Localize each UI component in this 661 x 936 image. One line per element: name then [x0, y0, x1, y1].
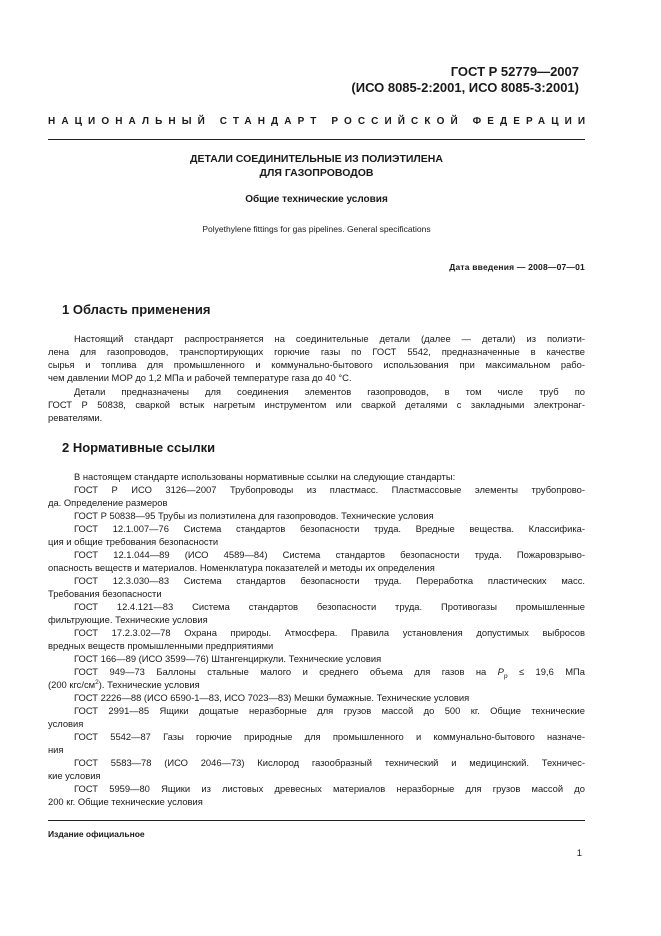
- footer-divider: [48, 820, 585, 821]
- national-standard-line: НАЦИОНАЛЬНЫЙ СТАНДАРТ РОССИЙСКОЙ ФЕДЕРАЦИИ: [48, 116, 592, 127]
- reference-line: кие условия: [48, 770, 101, 781]
- introduction-date: Дата введения — 2008—07—01: [449, 262, 585, 272]
- pressure-relation: ≤ 19,6 МПа: [518, 666, 585, 677]
- text-line: ревателями.: [48, 412, 103, 423]
- reference-line: ция и общие требования безопасности: [48, 536, 219, 547]
- text-line: Детали предназначены для соединения элементов газопроводов, в том числе труб по: [74, 386, 585, 397]
- reference-line-gost-949: [48, 665, 585, 678]
- title-line-2: ДЛЯ ГАЗОПРОВОДОВ: [259, 167, 374, 179]
- reference-line: ГОСТ 2226—88 (ИСО 6590-1—83, ИСО 7023—83) Мешки бумажные. Технические условия: [74, 692, 470, 703]
- reference-line: ГОСТ 5583—78 (ИСО 2046—73) Кислород газообразный технический и медицинский. Техничес-: [74, 757, 585, 768]
- iso-reference: (ИСО 8085-2:2001, ИСО 8085-3:2001): [351, 80, 579, 95]
- reference-line: 200 кг. Общие технические условия: [48, 796, 203, 807]
- section-1-heading: 1 Область применения: [62, 302, 211, 317]
- reference-line: ГОСТ 5959—80 Ящики из листовых древесных материалов неразборные для грузов массой до: [74, 783, 585, 794]
- reference-line: фильтрующие. Технические условия: [48, 614, 208, 625]
- pressure-symbol: P: [497, 666, 504, 677]
- standard-number: ГОСТ Р 52779—2007: [450, 64, 579, 79]
- reference-text: ГОСТ 949—73 Баллоны стальные малого и среднего объема для газов на: [74, 666, 487, 677]
- reference-line: опасность веществ и материалов. Номенклатура показателей и методы их определения: [48, 562, 435, 573]
- text-line: чем давлении MOP до 1,2 МПа и рабочей температуре газа до 40 °С.: [48, 372, 352, 383]
- pressure-subscript: р: [503, 672, 508, 680]
- edition-label: Издание официальное: [48, 829, 145, 839]
- section-2-heading: 2 Нормативные ссылки: [62, 440, 216, 455]
- page-number: 1: [576, 848, 582, 859]
- reference-line: ГОСТ Р 50838—95 Трубы из полиэтилена для газопроводов. Технические условия: [74, 510, 434, 521]
- reference-line: ГОСТ Р ИСО 3126—2007 Трубопроводы из пластмасс. Пластмассовые элементы трубопрово-: [74, 484, 585, 495]
- text-line: ГОСТ Р 50838, сваркой встык нагретым инструментом или сваркой деталями с закладными электронаг-: [48, 399, 585, 410]
- reference-line: ГОСТ 12.1.007—76 Система стандартов безопасности труда. Вредные вещества. Классифика-: [74, 523, 585, 534]
- section-1-paragraph-1: [48, 332, 585, 384]
- document-title: [48, 152, 585, 180]
- reference-line: ГОСТ 5542—87 Газы горючие природные для промышленного и коммунально-бытового назначе-: [74, 731, 585, 742]
- pressure-unit-line: (200 кгс/$см^2$). Технические условия: [48, 678, 200, 690]
- reference-line: ГОСТ 12.1.044—89 (ИСО 4589—84) Система стандартов безопасности труда. Пожаровзрыво-: [74, 549, 585, 560]
- text-line: сырья и топлива для промышленного и коммунально-бытового использования при максимальном рабо-: [48, 359, 585, 370]
- normative-references-list: [48, 470, 585, 808]
- references-intro: В настоящем стандарте использованы нормативные ссылки на следующие стандарты:: [74, 471, 456, 482]
- header-divider: [48, 139, 585, 140]
- reference-line: вредных веществ промышленными предприятиями: [48, 640, 274, 651]
- reference-line: ГОСТ 12.3.030—83 Система стандартов безопасности труда. Переработка пластических масс.: [74, 575, 585, 586]
- reference-line: ГОСТ 12.4.121—83 Система стандартов безопасности труда. Противогазы промышленные: [74, 601, 585, 612]
- standard-number-block: [351, 64, 579, 96]
- title-line-1: ДЕТАЛИ СОЕДИНИТЕЛЬНЫЕ ИЗ ПОЛИЭТИЛЕНА: [190, 153, 443, 165]
- reference-line: ния: [48, 744, 64, 755]
- document-subtitle: Общие технические условия: [245, 194, 388, 205]
- reference-line: Требования безопасности: [48, 588, 162, 599]
- reference-line: ГОСТ 2991—85 Ящики дощатые неразборные для грузов массой до 500 кг. Общие технические: [74, 705, 585, 716]
- section-1-paragraph-2: [48, 385, 585, 424]
- text-line: Настоящий стандарт распространяется на соединительные детали (далее — детали) из полиэти-: [74, 333, 585, 344]
- reference-line: условия: [48, 718, 84, 729]
- english-title: Polyethylene fittings for gas pipelines. General specifications: [202, 224, 431, 234]
- text-line: лена для газопроводов, транспортирующих горючие газы по ГОСТ 5542, предназначенные в качестве: [48, 346, 585, 357]
- superscript-2: 2: [95, 678, 99, 686]
- reference-line: ГОСТ 166—89 (ИСО 3599—76) Штангенциркули. Технические условия: [74, 653, 382, 664]
- reference-line: [48, 678, 585, 691]
- reference-line: ГОСТ 17.2.3.02—78 Охрана природы. Атмосфера. Правила установления допустимых выбросов: [74, 627, 585, 638]
- reference-line: да. Определение размеров: [48, 497, 168, 508]
